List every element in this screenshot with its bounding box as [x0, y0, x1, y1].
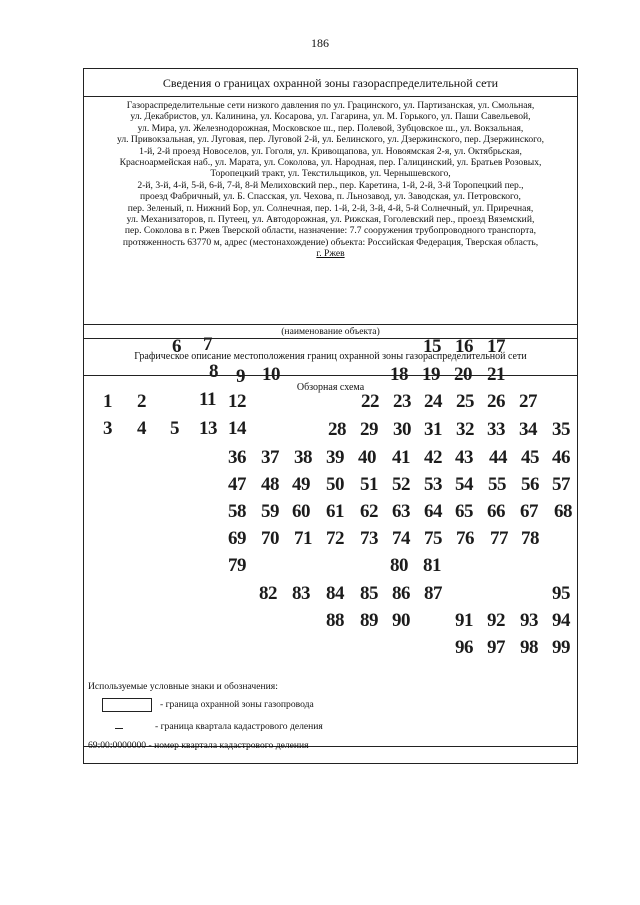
scheme-sheet-number: 39: [326, 447, 344, 468]
scheme-sheet-number: 98: [520, 637, 538, 658]
scheme-sheet-number: 21: [487, 364, 505, 385]
scheme-sheet-number: 50: [326, 474, 344, 495]
quarter-number-example: 69:00:0000000: [88, 740, 147, 751]
scheme-sheet-number: 88: [326, 610, 344, 631]
scheme-sheet-number: 31: [424, 419, 442, 440]
description-line: ул. Мира, ул. Железнодорожная, Московское ш., пер. Полевой, Зубцовское ш., ул. Вокзальная,: [137, 122, 524, 134]
quarter-boundary-symbol: [115, 728, 123, 729]
scheme-sheet-number: 36: [228, 447, 246, 468]
scheme-sheet-number: 23: [393, 391, 411, 412]
scheme-sheet-number: 15: [423, 336, 441, 357]
scheme-sheet-number: 8: [209, 361, 218, 382]
description-line: 2-й, 3-й, 4-й, 5-й, 6-й, 7-й, 8-й Мелиховский пер., пер. Каретина, 1-й, 2-й, 3-й Торопецкий пер.,: [137, 179, 524, 191]
scheme-sheet-number: 9: [236, 366, 245, 387]
scheme-sheet-number: 67: [520, 501, 538, 522]
scheme-sheet-number: 92: [487, 610, 505, 631]
scheme-sheet-number: 26: [487, 391, 505, 412]
scheme-sheet-number: 70: [261, 528, 279, 549]
scheme-sheet-number: 40: [358, 447, 376, 468]
scheme-sheet-number: 42: [424, 447, 442, 468]
scheme-sheet-number: 52: [392, 474, 410, 495]
scheme-sheet-number: 45: [521, 447, 539, 468]
description-line: 1-й, 2-й проезд Новоселов, ул. Гоголя, ул. Кривощапова, ул. Новоямская 2-я, ул. Октябрьская,: [139, 145, 522, 157]
scheme-sheet-number: 82: [259, 583, 277, 604]
scheme-sheet-number: 58: [228, 501, 246, 522]
description-line: Газораспределительные сети низкого давления по ул. Грацинского, ул. Партизанская, ул. Смольная,: [126, 100, 535, 111]
scheme-sheet-number: 2: [137, 391, 146, 412]
zone-boundary-symbol: [102, 698, 152, 712]
scheme-sheet-number: 17: [487, 336, 505, 357]
description-line: протяженность 63770 м, адрес (местонахождение) объекта: Российская Федерация, Тверская область,: [122, 236, 539, 248]
scheme-sheet-number: 72: [326, 528, 344, 549]
scheme-sheet-number: 80: [390, 555, 408, 576]
scheme-sheet-number: 51: [360, 474, 378, 495]
scheme-sheet-number: 99: [552, 637, 570, 658]
legend-item-quarter-boundary: - граница квартала кадастрового деления: [155, 721, 323, 732]
description-line: г. Ржев: [316, 248, 345, 260]
scheme-sheet-number: 95: [552, 583, 570, 604]
object-name-caption: (наименование объекта): [84, 325, 577, 339]
description-line: Красноармейская наб., ул. Марата, ул. Соколова, ул. Народная, пер. Галицинский, ул. Братьев Розовых,: [119, 157, 542, 169]
scheme-sheet-number: 81: [423, 555, 441, 576]
scheme-sheet-number: 54: [455, 474, 473, 495]
scheme-sheet-number: 84: [326, 583, 344, 604]
scheme-sheet-number: 83: [292, 583, 310, 604]
description-line: пер. Соколова в г. Ржев Тверской области, назначение: 7.7 сооружения трубопроводного транспорта,: [124, 225, 537, 237]
scheme-sheet-number: 33: [487, 419, 505, 440]
scheme-sheet-number: 64: [424, 501, 442, 522]
scheme-sheet-number: 94: [552, 610, 570, 631]
scheme-sheet-number: 96: [455, 637, 473, 658]
scheme-sheet-number: 56: [521, 474, 539, 495]
scheme-sheet-number: 32: [456, 419, 474, 440]
scheme-sheet-number: 75: [424, 528, 442, 549]
graphic-description-title: Графическое описание местоположения границ охранной зоны газораспределительной сети: [84, 339, 577, 376]
scheme-sheet-number: 59: [261, 501, 279, 522]
scheme-sheet-number: 29: [360, 419, 378, 440]
page-number: 186: [311, 36, 329, 50]
scheme-sheet-number: 63: [392, 501, 410, 522]
scheme-sheet-number: 30: [393, 419, 411, 440]
info-table: [83, 68, 578, 764]
scheme-sheet-number: 76: [456, 528, 474, 549]
scheme-sheet-number: 7: [203, 334, 212, 355]
scheme-sheet-number: 41: [392, 447, 410, 468]
scheme-sheet-number: 73: [360, 528, 378, 549]
scheme-sheet-number: 85: [360, 583, 378, 604]
scheme-label: Обзорная схема: [296, 382, 365, 393]
scheme-sheet-number: 13: [199, 418, 217, 439]
scheme-sheet-number: 18: [390, 364, 408, 385]
scheme-sheet-number: 71: [294, 528, 312, 549]
scheme-sheet-number: 49: [292, 474, 310, 495]
scheme-sheet-number: 62: [360, 501, 378, 522]
scheme-sheet-number: 27: [519, 391, 537, 412]
scheme-sheet-number: 6: [172, 336, 181, 357]
scheme-sheet-number: 86: [392, 583, 410, 604]
scheme-sheet-number: 24: [424, 391, 442, 412]
scheme-sheet-number: 74: [392, 528, 410, 549]
scheme-sheet-number: 19: [422, 364, 440, 385]
scheme-sheet-number: 77: [490, 528, 508, 549]
legend-item-zone-boundary: - граница охранной зоны газопровода: [160, 699, 314, 710]
scheme-sheet-number: 4: [137, 418, 146, 439]
scheme-sheet-number: 22: [361, 391, 379, 412]
quarter-number-text: - номер квартала кадастрового деления: [148, 740, 309, 751]
section-title: Сведения о границах охранной зоны газораспределительной сети: [84, 69, 577, 97]
scheme-sheet-number: 53: [424, 474, 442, 495]
scheme-sheet-number: 61: [326, 501, 344, 522]
scheme-sheet-number: 79: [228, 555, 246, 576]
legend-heading: Используемые условные знаки и обозначения:: [88, 681, 278, 692]
scheme-sheet-number: 46: [552, 447, 570, 468]
scheme-sheet-number: 91: [455, 610, 473, 631]
description-line: пер. Зеленый, п. Нижний Бор, ул. Солнечная, пер. 1-й, 2-й, 3-й, 4-й, 5-й Солнечный, ул. Приречная,: [127, 202, 534, 214]
description-line: проезд Фабричный, ул. Б. Спасская, ул. Чехова, п. Льнозавод, ул. Заводская, ул. Петровского,: [140, 191, 521, 203]
scheme-sheet-number: 69: [228, 528, 246, 549]
scheme-sheet-number: 10: [262, 364, 280, 385]
scheme-sheet-number: 14: [228, 418, 246, 439]
scheme-sheet-number: 90: [392, 610, 410, 631]
scheme-sheet-number: 25: [456, 391, 474, 412]
description-line: ул. Привокзальная, ул. Луговая, пер. Луговой 2-й, ул. Белинского, ул. Дзержинского, пер. Дзержинского,: [116, 134, 545, 146]
scheme-sheet-number: 28: [328, 419, 346, 440]
description-line: ул. Декабристов, ул. Калинина, ул. Косарова, ул. Гагарина, ул. М. Горького, ул. Паши Савельевой,: [130, 111, 531, 123]
scheme-sheet-number: 16: [455, 336, 473, 357]
scheme-sheet-number: 66: [487, 501, 505, 522]
scheme-sheet-number: 43: [455, 447, 473, 468]
scheme-sheet-number: 35: [552, 419, 570, 440]
scheme-sheet-number: 12: [228, 391, 246, 412]
scheme-sheet-number: 11: [199, 389, 216, 410]
scheme-sheet-number: 87: [424, 583, 442, 604]
scheme-sheet-number: 5: [170, 418, 179, 439]
scheme-sheet-number: 38: [294, 447, 312, 468]
scheme-sheet-number: 34: [519, 419, 537, 440]
scheme-sheet-number: 37: [261, 447, 279, 468]
scheme-sheet-number: 68: [554, 501, 572, 522]
scheme-sheet-number: 44: [489, 447, 507, 468]
scheme-sheet-number: 1: [103, 391, 112, 412]
scheme-sheet-number: 60: [292, 501, 310, 522]
legend-item-quarter-number: [88, 740, 309, 751]
scheme-sheet-number: 55: [488, 474, 506, 495]
scheme-sheet-number: 89: [360, 610, 378, 631]
description-line: Торопецкий тракт, ул. Текстильщиков, ул. Чернышевского,: [210, 168, 451, 180]
scheme-sheet-number: 97: [487, 637, 505, 658]
scheme-sheet-number: 47: [228, 474, 246, 495]
scheme-sheet-number: 48: [261, 474, 279, 495]
scheme-sheet-number: 65: [455, 501, 473, 522]
object-description: [84, 97, 577, 325]
scheme-sheet-number: 3: [103, 418, 112, 439]
scheme-sheet-number: 57: [552, 474, 570, 495]
scheme-sheet-number: 20: [454, 364, 472, 385]
scheme-sheet-number: 78: [521, 528, 539, 549]
description-line: ул. Механизаторов, п. Путеец, ул. Автодорожная, ул. Рижская, Гоголевский пер., проезд Вяземский,: [126, 214, 535, 226]
scheme-sheet-number: 93: [520, 610, 538, 631]
